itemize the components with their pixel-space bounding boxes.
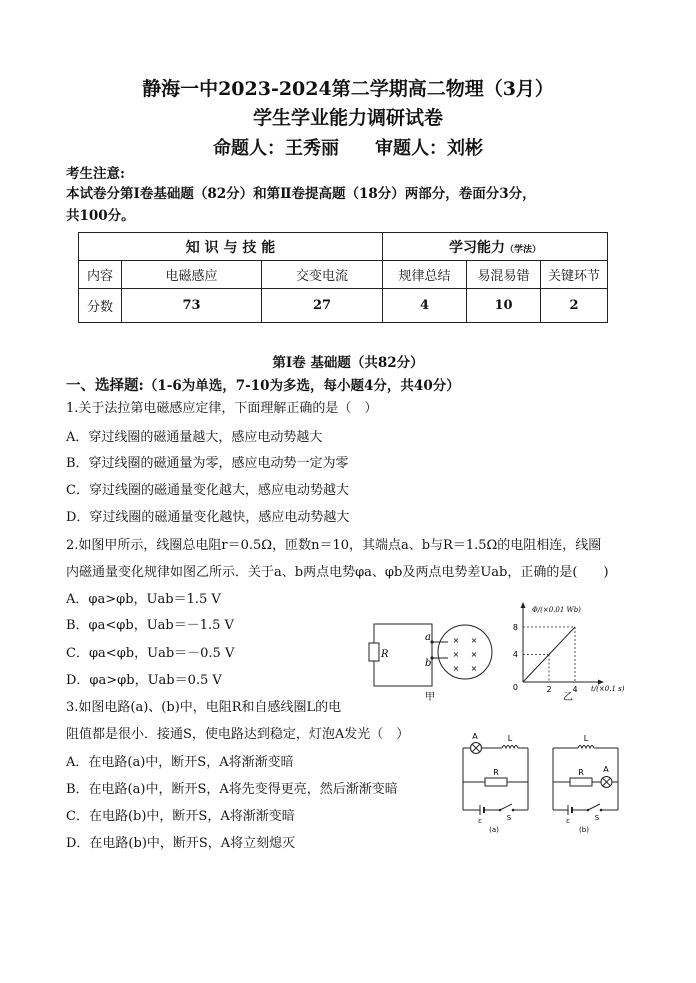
q2-option-b: B．φa<φb，Uab＝－1.5 V <box>66 618 234 633</box>
q2-stem-line2: 内磁通量变化规律如图乙所示．关于a、b两点电势φa、φb及两点电势差Uab，正确的是( ) <box>66 565 609 580</box>
figure-a-caption: (a) <box>489 826 499 834</box>
resistor-label: R <box>493 768 499 777</box>
svg-text:×: × <box>470 636 478 645</box>
inductor-l-icon <box>502 746 518 749</box>
q3-option-d: D．在电路(b)中，断开S，A将立刻熄灭 <box>66 836 296 851</box>
x-axis-arrow <box>598 680 604 685</box>
exam-authors: 命题人：王秀丽 审题人：刘彬 <box>213 138 483 159</box>
q3-option-a: A．在电路(a)中，断开S，A将渐渐变暗 <box>66 755 294 770</box>
svg-text:×: × <box>452 664 460 673</box>
switch-label: S <box>594 814 600 822</box>
q3-stem-line2: 阻值都是很小．接通S，使电路达到稳定，灯泡A发光（ ） <box>66 727 410 742</box>
figure-b-caption: (b) <box>579 826 589 834</box>
q2-option-a: A．φa>φb，Uab＝1.5 V <box>66 592 221 607</box>
table-score-cell: 73 <box>122 289 262 323</box>
table-score-cell: 4 <box>383 289 467 323</box>
q2-option-d: D．φa>φb，Uab＝0.5 V <box>66 673 222 688</box>
graph-x-tick: 2 <box>546 685 552 694</box>
resistor-label: R <box>381 649 389 660</box>
table-header-cell: 交变电流 <box>262 261 383 289</box>
q1-option-c: C．穿过线圈的磁通量变化越大，感应电动势越大 <box>66 483 349 498</box>
resistor-label: R <box>578 768 584 777</box>
table-group-ability-note: （学法） <box>504 244 541 255</box>
resistor-r-icon <box>570 778 592 786</box>
table-header-cell: 易混易错 <box>467 261 541 289</box>
switch-label: S <box>506 814 512 822</box>
emf-label: ε <box>566 817 570 825</box>
lamp-label: A <box>472 732 478 741</box>
part-heading-label: 一、选择题: <box>66 377 144 394</box>
notice-line2: 共100分。 <box>66 208 135 224</box>
exam-title-line1: 静海一中2023-2024第二学期高二物理（3月） <box>142 78 554 100</box>
table-row-label-content: 内容 <box>79 261 122 289</box>
figure-yi-label: 乙 <box>563 692 573 702</box>
coil-loop <box>438 625 492 679</box>
table-group-knowledge: 知 识 与 技 能 <box>79 233 383 261</box>
graph-y-tick: 8 <box>512 623 518 632</box>
figure-a-circuit <box>458 730 534 834</box>
figure-jia-label: 甲 <box>425 692 435 703</box>
q2-option-c: C．φa<φb，Uab＝－0.5 V <box>66 646 235 661</box>
svg-text:×: × <box>470 650 478 659</box>
graph-x-label: t/(×0.1 s) <box>591 685 625 693</box>
resistor-r <box>369 643 379 661</box>
q3-option-c: C．在电路(b)中，断开S，A将渐渐变暗 <box>66 809 295 824</box>
notice-line1: 本试卷分第Ⅰ卷基础题（82分）和第Ⅱ卷提高题（18分）两部分，卷面分3分， <box>66 186 536 202</box>
figure-b-circuit <box>548 730 624 834</box>
graph-y-tick: 4 <box>512 650 518 659</box>
svg-text:×: × <box>452 636 460 645</box>
table-score-cell: 10 <box>467 289 541 323</box>
q2-stem-line1: 2.如图甲所示，线圈总电阻r＝0.5Ω，匝数n＝10，其端点a、b与R＝1.5Ω的电阻相连，线圈 <box>66 538 602 553</box>
graph-x-tick: 4 <box>572 685 578 694</box>
terminal-a-label: a <box>425 632 431 643</box>
table-row-label-score: 分数 <box>79 289 122 323</box>
graph-y-label: Φ/(×0.01 Wb) <box>532 606 581 614</box>
figure-yi-flux-graph <box>496 600 646 702</box>
part-heading <box>66 374 460 395</box>
score-table <box>78 232 608 323</box>
q3-option-b: B．在电路(a)中，断开S，A将先变得更亮，然后渐渐变暗 <box>66 782 398 797</box>
part-heading-note: （1-6为单选，7-10为多选，每小题4分，共40分） <box>143 378 460 394</box>
svg-text:×: × <box>470 664 478 673</box>
inductor-label: L <box>507 734 513 743</box>
inductor-l-icon <box>578 746 594 749</box>
table-header-cell: 电磁感应 <box>122 261 262 289</box>
svg-text:×: × <box>452 650 460 659</box>
section-title: 第Ⅰ卷 基础题（共82分） <box>272 355 424 371</box>
table-score-cell: 2 <box>541 289 608 323</box>
figure-jia-coil-circuit <box>362 612 502 704</box>
q1-option-a: A．穿过线圈的磁通量越大，感应电动势越大 <box>66 430 323 445</box>
q1-option-d: D．穿过线圈的磁通量变化越快，感应电动势越大 <box>66 510 350 525</box>
terminal-b-label: b <box>425 658 432 669</box>
table-header-cell: 关键环节 <box>541 261 608 289</box>
switch-s-icon <box>500 804 512 810</box>
exam-title-line2: 学生学业能力调研试卷 <box>252 107 443 129</box>
table-group-ability-label: 学习能力 <box>448 239 505 256</box>
graph-origin: 0 <box>512 683 518 692</box>
resistor-r-icon <box>485 778 507 786</box>
table-header-cell: 规律总结 <box>383 261 467 289</box>
inductor-label: L <box>583 734 589 743</box>
q1-stem: 1.关于法拉第电磁感应定律，下面理解正确的是（ ） <box>66 401 378 416</box>
notice-heading: 考生注意: <box>66 166 125 182</box>
emf-label: ε <box>478 817 482 825</box>
q3-stem-line1: 3.如图电路(a)、(b)中，电阻R和自感线圈L的电 <box>66 700 342 715</box>
table-group-ability <box>383 233 608 261</box>
magnetic-field-marks <box>453 636 478 673</box>
q1-option-b: B．穿过线圈的磁通量为零，感应电动势一定为零 <box>66 456 349 471</box>
switch-s-icon <box>588 804 600 810</box>
table-score-cell: 27 <box>262 289 383 323</box>
lamp-label: A <box>603 765 609 774</box>
y-axis-arrow <box>521 602 526 608</box>
